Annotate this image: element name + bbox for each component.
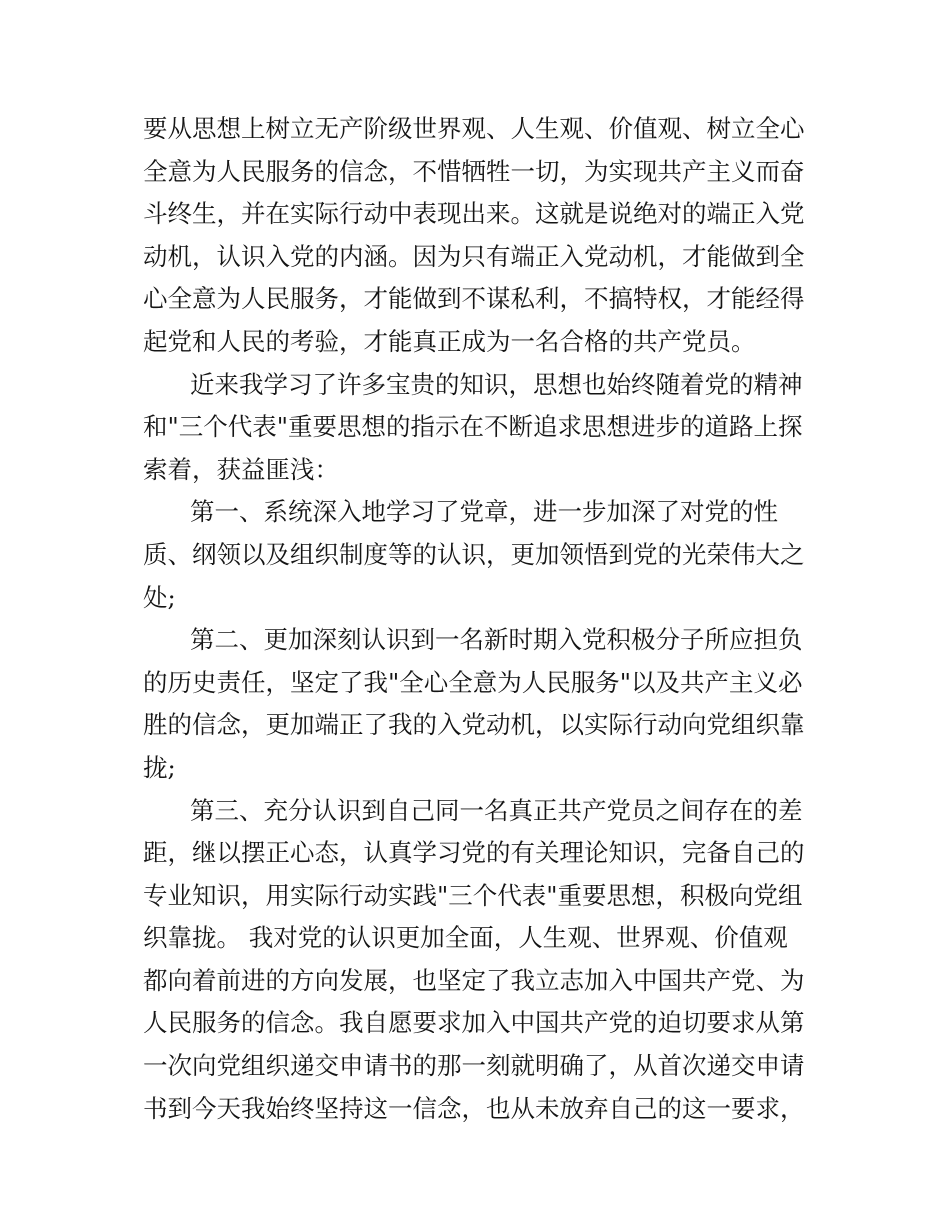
text-line: 动机，认识入党的内涵。因为只有端正入党动机，才能做到全	[143, 241, 805, 271]
text-line: 织靠拢。 我对党的认识更加全面，人生观、世界观、价值观	[143, 923, 788, 953]
text-line: 要从思想上树立无产阶级世界观、人生观、价值观、树立全心	[143, 114, 805, 143]
paragraph-first-line: 第二、更加深刻认识到一名新时期入党积极分子所应担负	[190, 625, 803, 655]
text-line: 斗终生，并在实际行动中表现出来。这就是说绝对的端正入党	[143, 199, 805, 229]
text-line: 索着，获益匪浅：	[143, 454, 339, 484]
text-line: 处;	[143, 582, 176, 612]
text-line: 质、纲领以及组织制度等的认识，更加领悟到党的光荣伟大之	[143, 539, 805, 569]
text-line: 全意为人民服务的信念，不惜牺牲一切，为实现共产主义而奋	[143, 156, 805, 186]
text-line: 胜的信念，更加端正了我的入党动机，以实际行动向党组织靠	[143, 710, 805, 740]
paragraph-first-line: 第三、充分认识到自己同一名真正共产党员之间存在的差	[190, 795, 803, 825]
body-text	[143, 108, 823, 1130]
text-line: 起党和人民的考验，才能真正成为一名合格的共产党员。	[143, 326, 756, 356]
text-line: 和"三个代表"重要思想的指示在不断追求思想进步的道路上探	[143, 412, 803, 442]
text-line: 专业知识，用实际行动实践"三个代表"重要思想，积极向党组	[143, 880, 803, 910]
text-line: 一次向党组织递交申请书的那一刻就明确了，从首次递交申请	[143, 1051, 805, 1081]
text-line: 拢;	[143, 752, 176, 782]
text-line: 距，继以摆正心态，认真学习党的有关理论知识，完备自己的	[143, 838, 805, 868]
paragraph-first-line: 近来我学习了许多宝贵的知识，思想也始终随着党的精神	[190, 369, 803, 399]
text-line: 心全意为人民服务，才能做到不谋私利，不搞特权，才能经得	[143, 284, 805, 314]
text-line: 书到今天我始终坚持这一信念，也从未放弃自己的这一要求，	[143, 1093, 805, 1123]
text-line: 的历史责任，坚定了我"全心全意为人民服务"以及共产主义必	[143, 667, 803, 697]
paragraph-first-line: 第一、系统深入地学习了党章，进一步加深了对党的性	[190, 497, 778, 527]
text-line: 人民服务的信念。我自愿要求加入中国共产党的迫切要求从第	[143, 1008, 805, 1038]
text-line: 都向着前进的方向发展，也坚定了我立志加入中国共产党、为	[143, 965, 805, 995]
